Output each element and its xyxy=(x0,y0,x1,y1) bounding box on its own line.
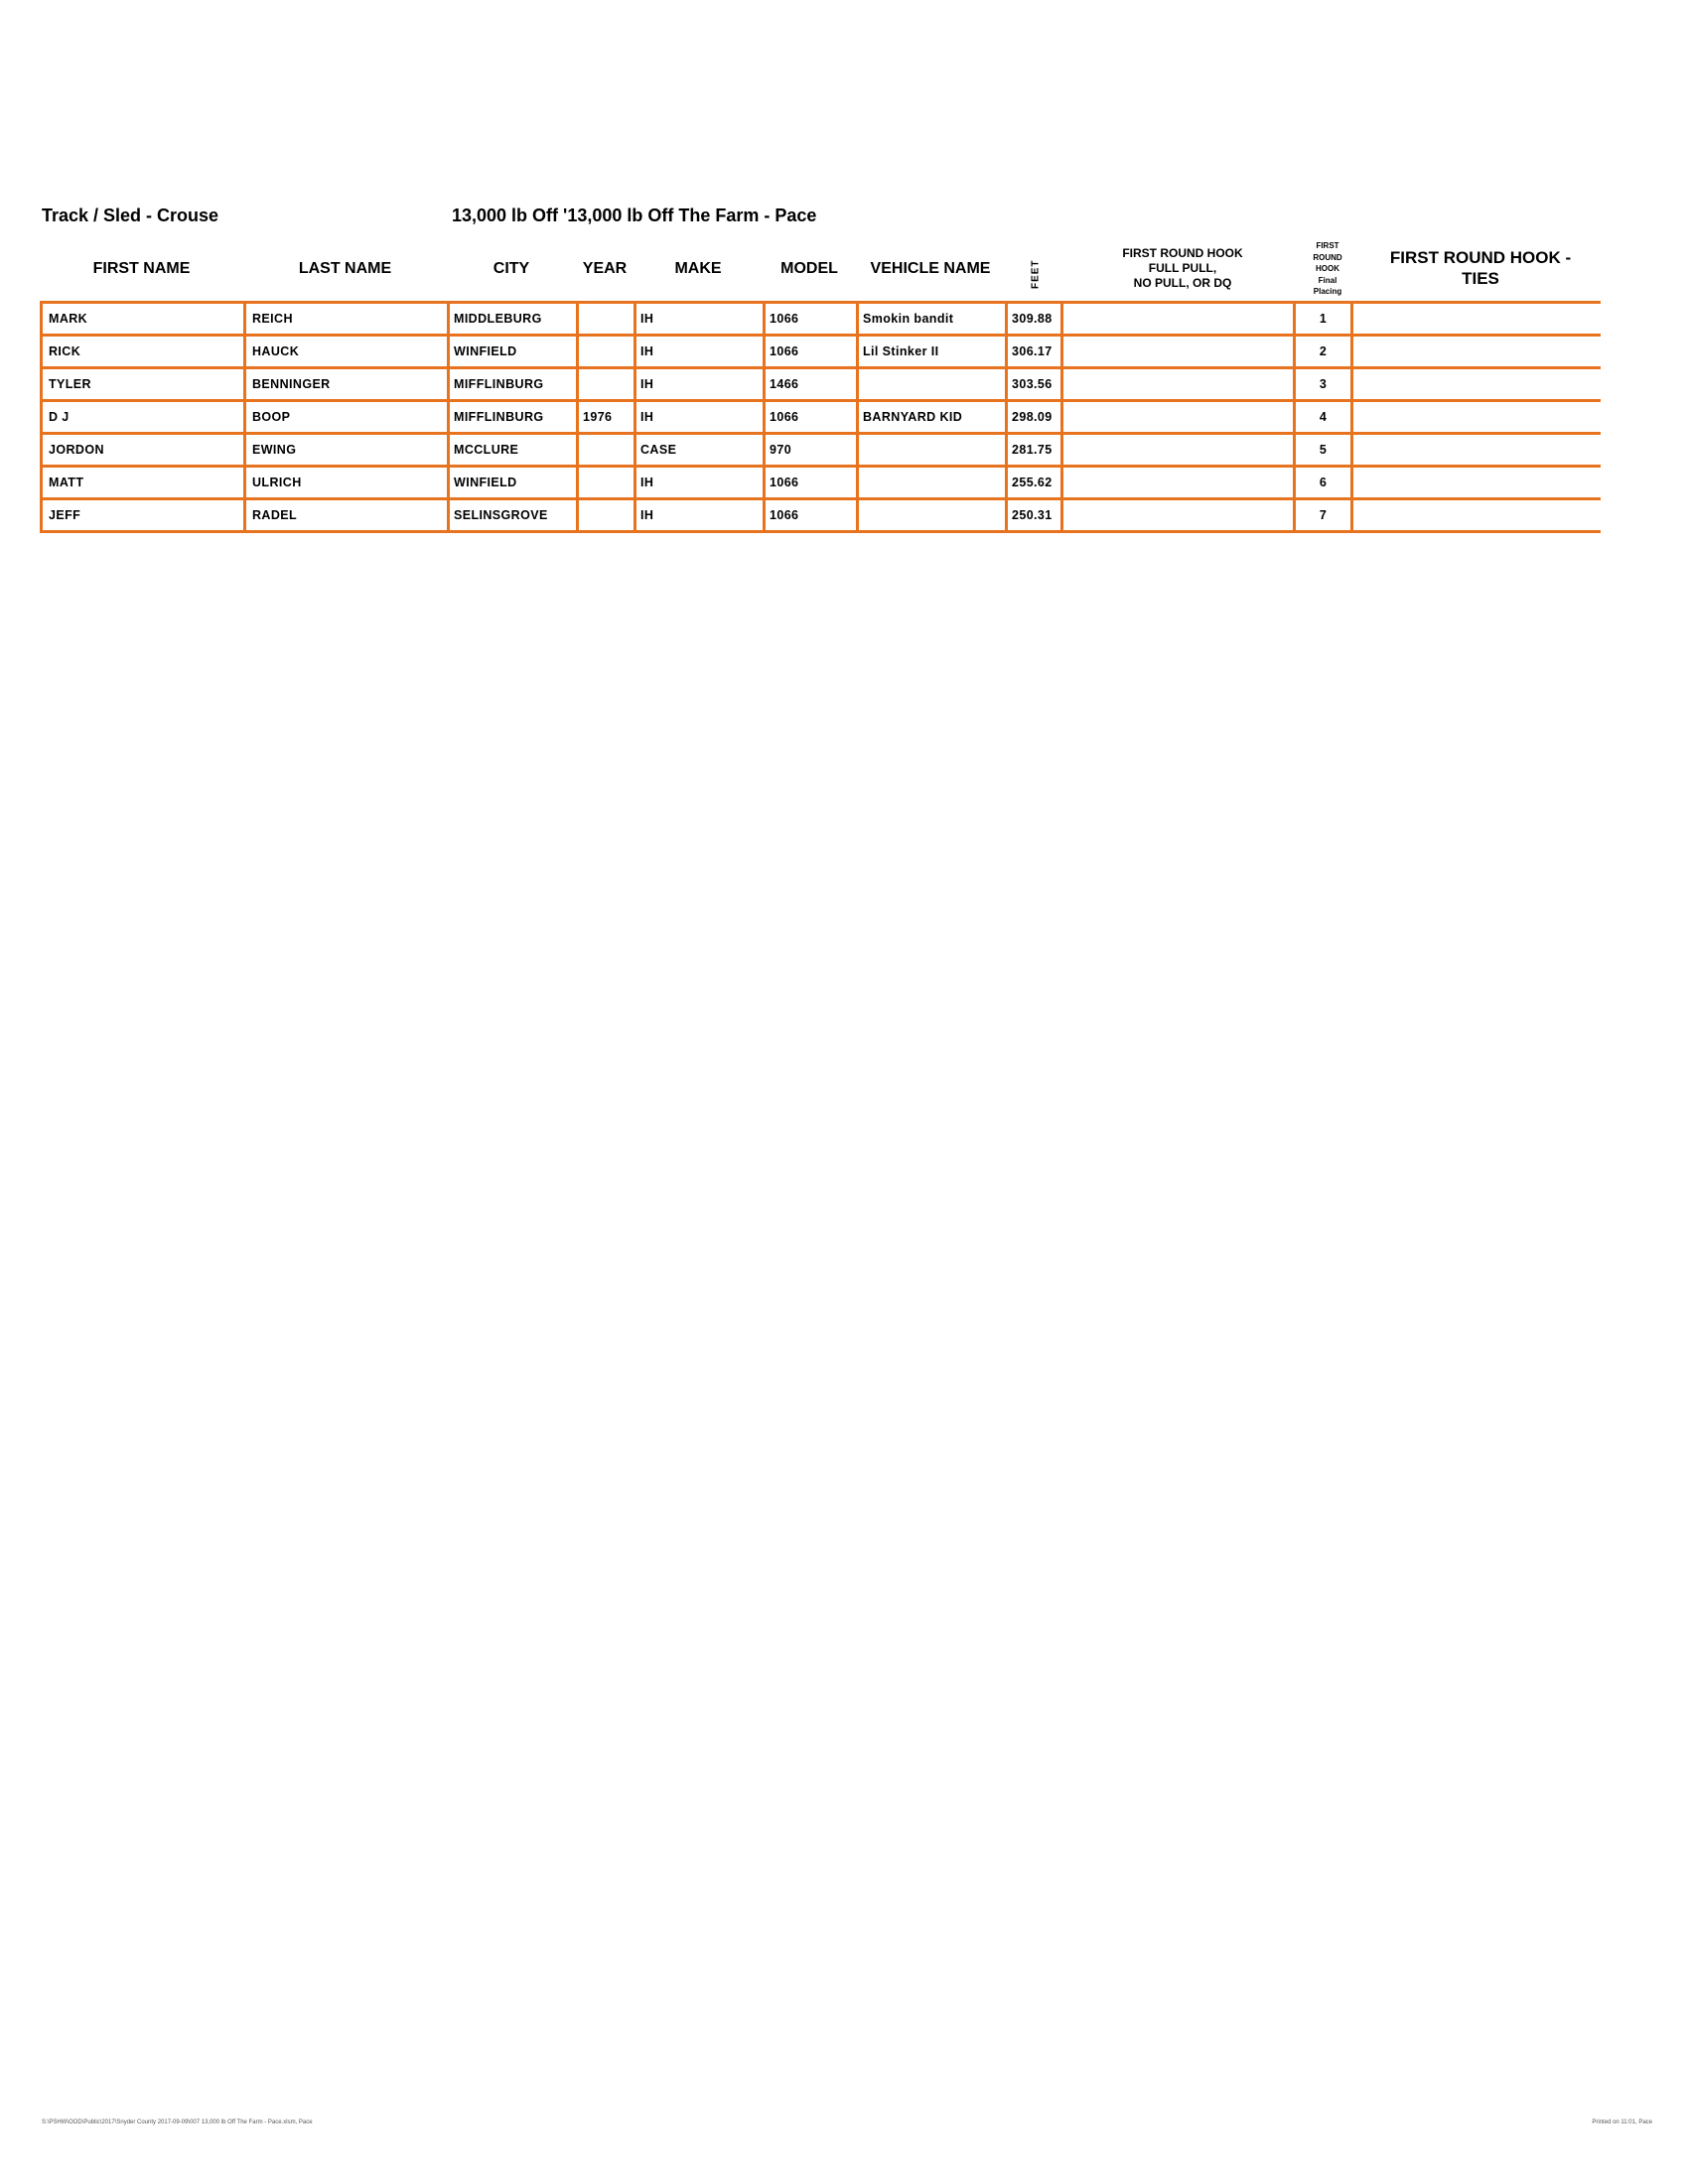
table-row xyxy=(42,467,1601,499)
table-row xyxy=(42,368,1601,401)
ties-cell xyxy=(1352,303,1601,336)
make-cell: IH xyxy=(635,336,765,368)
hook-result-cell xyxy=(1062,499,1295,532)
feet-cell: 306.17 xyxy=(1007,336,1062,368)
vehicle-name-cell xyxy=(858,434,1007,467)
col-header-final-placing: FIRST ROUND HOOK Final Placing xyxy=(1313,241,1342,297)
vehicle-name-cell xyxy=(858,499,1007,532)
vehicle-name-cell: Lil Stinker II xyxy=(858,336,1007,368)
city-cell: MIFFLINBURG xyxy=(449,368,578,401)
class-title: 13,000 lb Off '13,000 lb Off The Farm - Pace xyxy=(452,205,817,225)
footer-file-path: S:\PSHW\OOD\Public\2017\Snyder County 2017-09-09\007 13,000 lb Off The Farm - Pace.xlsm, Pace xyxy=(42,2119,313,2125)
first-name-cell: RICK xyxy=(42,336,245,368)
city-cell: MIFFLINBURG xyxy=(449,401,578,434)
hook-result-cell xyxy=(1062,303,1295,336)
feet-cell: 255.62 xyxy=(1007,467,1062,499)
results-table xyxy=(40,301,1601,533)
table-row xyxy=(42,434,1601,467)
year-cell xyxy=(578,336,635,368)
table-row xyxy=(42,401,1601,434)
ties-cell xyxy=(1352,401,1601,434)
ties-cell xyxy=(1352,434,1601,467)
make-cell: IH xyxy=(635,467,765,499)
hook-result-cell xyxy=(1062,467,1295,499)
placing-cell: 4 xyxy=(1295,401,1352,434)
feet-cell: 303.56 xyxy=(1007,368,1062,401)
table-row xyxy=(42,336,1601,368)
city-cell: SELINSGROVE xyxy=(449,499,578,532)
placing-cell: 2 xyxy=(1295,336,1352,368)
placing-cell: 5 xyxy=(1295,434,1352,467)
col-header-first-name: FIRST NAME xyxy=(92,260,191,277)
vehicle-name-cell: Smokin bandit xyxy=(858,303,1007,336)
year-cell xyxy=(578,368,635,401)
col-header-feet: FEET xyxy=(1030,259,1042,289)
model-cell: 1066 xyxy=(765,336,858,368)
placing-cell: 7 xyxy=(1295,499,1352,532)
city-cell: MIDDLEBURG xyxy=(449,303,578,336)
hook-result-cell xyxy=(1062,336,1295,368)
col-header-year: YEAR xyxy=(582,260,628,277)
city-cell: WINFIELD xyxy=(449,336,578,368)
last-name-cell: BENNINGER xyxy=(245,368,449,401)
ties-cell xyxy=(1352,336,1601,368)
last-name-cell: REICH xyxy=(245,303,449,336)
model-cell: 1066 xyxy=(765,467,858,499)
make-cell: IH xyxy=(635,368,765,401)
feet-cell: 281.75 xyxy=(1007,434,1062,467)
col-header-vehicle-name: VEHICLE NAME xyxy=(870,260,991,277)
table-row xyxy=(42,303,1601,336)
model-cell: 1066 xyxy=(765,303,858,336)
col-header-first-round-hook: FIRST ROUND HOOK FULL PULL, NO PULL, OR DQ xyxy=(1122,245,1243,290)
track-sled-title: Track / Sled - Crouse xyxy=(42,205,219,225)
first-name-cell: D J xyxy=(42,401,245,434)
feet-cell: 309.88 xyxy=(1007,303,1062,336)
col-header-model: MODEL xyxy=(780,260,838,277)
year-cell xyxy=(578,434,635,467)
col-header-make: MAKE xyxy=(674,260,722,277)
col-header-city: CITY xyxy=(492,260,530,277)
city-cell: MCCLURE xyxy=(449,434,578,467)
first-name-cell: MARK xyxy=(42,303,245,336)
year-cell xyxy=(578,467,635,499)
ties-cell xyxy=(1352,499,1601,532)
make-cell: IH xyxy=(635,303,765,336)
make-cell: CASE xyxy=(635,434,765,467)
model-cell: 1066 xyxy=(765,401,858,434)
footer-printed-on: Printed on 11:01, Pace xyxy=(1592,2119,1652,2125)
model-cell: 1466 xyxy=(765,368,858,401)
feet-cell: 298.09 xyxy=(1007,401,1062,434)
hook-result-cell xyxy=(1062,434,1295,467)
first-name-cell: JORDON xyxy=(42,434,245,467)
col-header-ties: FIRST ROUND HOOK - TIES xyxy=(1389,247,1572,288)
model-cell: 1066 xyxy=(765,499,858,532)
hook-result-cell xyxy=(1062,401,1295,434)
first-name-cell: JEFF xyxy=(42,499,245,532)
first-name-cell: MATT xyxy=(42,467,245,499)
feet-cell: 250.31 xyxy=(1007,499,1062,532)
vehicle-name-cell xyxy=(858,368,1007,401)
placing-cell: 1 xyxy=(1295,303,1352,336)
placing-cell: 3 xyxy=(1295,368,1352,401)
city-cell: WINFIELD xyxy=(449,467,578,499)
model-cell: 970 xyxy=(765,434,858,467)
placing-cell: 6 xyxy=(1295,467,1352,499)
make-cell: IH xyxy=(635,499,765,532)
ties-cell xyxy=(1352,467,1601,499)
table-row xyxy=(42,499,1601,532)
last-name-cell: BOOP xyxy=(245,401,449,434)
vehicle-name-cell: BARNYARD KID xyxy=(858,401,1007,434)
hook-result-cell xyxy=(1062,368,1295,401)
last-name-cell: ULRICH xyxy=(245,467,449,499)
make-cell: IH xyxy=(635,401,765,434)
year-cell xyxy=(578,499,635,532)
last-name-cell: EWING xyxy=(245,434,449,467)
last-name-cell: RADEL xyxy=(245,499,449,532)
vehicle-name-cell xyxy=(858,467,1007,499)
first-name-cell: TYLER xyxy=(42,368,245,401)
col-header-last-name: LAST NAME xyxy=(298,260,392,277)
year-cell: 1976 xyxy=(578,401,635,434)
ties-cell xyxy=(1352,368,1601,401)
last-name-cell: HAUCK xyxy=(245,336,449,368)
year-cell xyxy=(578,303,635,336)
